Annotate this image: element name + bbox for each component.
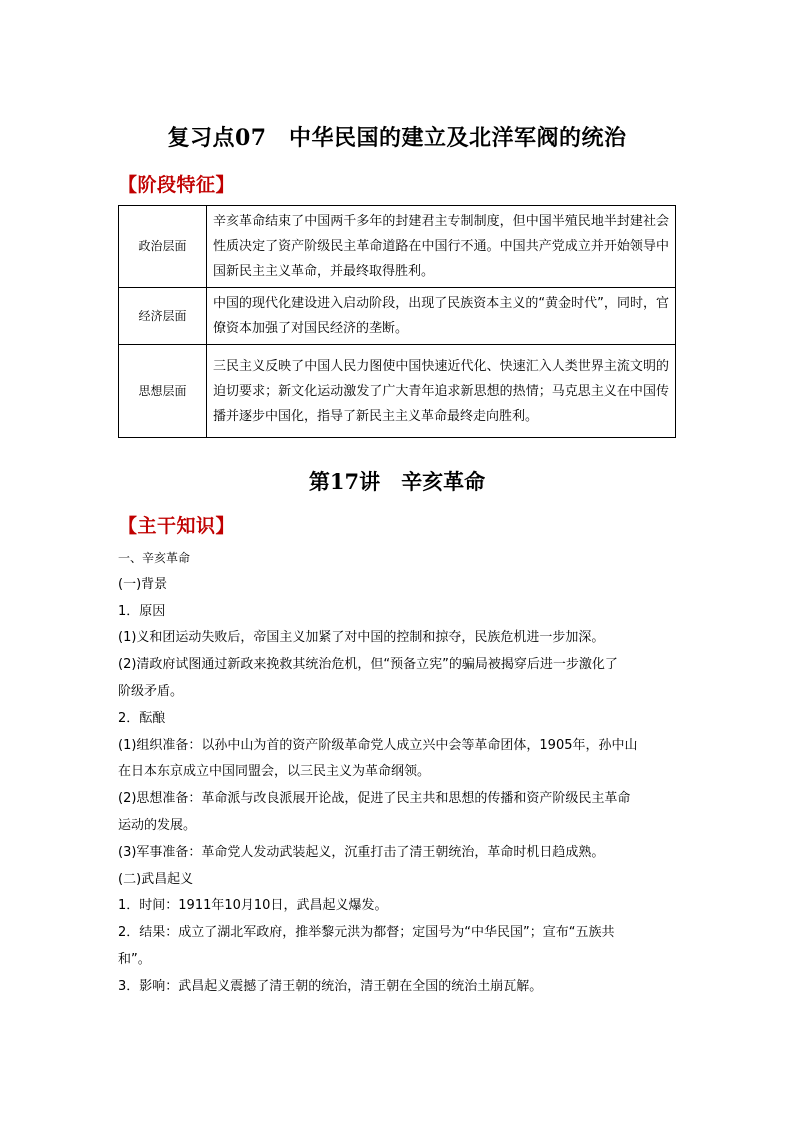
text-line: 一、辛亥革命 [118, 551, 191, 565]
text-line: (2)清政府试图通过新政来挽救其统治危机，但“预备立宪”的骗局被揭穿后进一步激化了 [118, 657, 618, 673]
text-line: (3)军事准备：革命党人发动武装起义，沉重打击了清王朝统治，革命时机日趋成熟。 [118, 844, 605, 860]
section-heading-knowledge: 【主干知识】 [118, 515, 236, 537]
row-content: 辛亥革命结束了中国两千多年的封建君主专制制度，但中国半殖民地半封建社会性质决定了资产阶级民主革命道路在中国行不通。中国共产党成立并开始领导中国新民主主义革命，并最终取得胜利。 [207, 206, 676, 288]
text-line: 1．时间：1911年10月10日，武昌起义爆发。 [118, 898, 388, 914]
text-line: (2)思想准备：革命派与改良派展开论战，促进了民主共和思想的传播和资产阶级民主革命 [118, 791, 631, 807]
text-line: 运动的发展。 [118, 817, 197, 833]
table-row [119, 288, 676, 345]
text-line: 1．原因 [118, 603, 166, 619]
lecture-title: 第17讲 辛亥革命 [308, 469, 486, 494]
text-line: (一)背景 [118, 576, 168, 592]
table-row [119, 206, 676, 288]
page-title: 复习点07 中华民国的建立及北洋军阀的统治 [167, 125, 627, 151]
row-content: 三民主义反映了中国人民力图使中国快速近代化、快速汇入人类世界主流文明的迫切要求；新文化运动激发了广大青年追求新思想的热情；马克思主义在中国传播并逐步中国化，指导了新民主主义革命最终走向胜利。 [207, 345, 676, 438]
body-text [118, 545, 678, 1001]
text-line: (二)武昌起义 [118, 871, 194, 887]
text-line: 和”。 [118, 951, 151, 967]
row-content: 中国的现代化建设进入启动阶段，出现了民族资本主义的“黄金时代”，同时，官僚资本加强了对国民经济的垄断。 [207, 288, 676, 345]
text-line: 在日本东京成立中国同盟会，以三民主义为革命纲领。 [118, 764, 431, 780]
text-line: 3．影响：武昌起义震撼了清王朝的统治，清王朝在全国的统治土崩瓦解。 [118, 978, 543, 994]
table-row [119, 345, 676, 438]
text-line: 阶级矛盾。 [118, 683, 184, 699]
text-line: 2．结果：成立了湖北军政府，推举黎元洪为都督；定国号为“中华民国”；宣布“五族共 [118, 925, 615, 941]
text-line: (1)义和团运动失败后，帝国主义加紧了对中国的控制和掠夺，民族危机进一步加深。 [118, 630, 605, 646]
text-line: 2．酝酿 [118, 710, 166, 726]
section-heading-features: 【阶段特征】 [118, 174, 236, 196]
features-table [118, 205, 676, 438]
row-label: 经济层面 [119, 288, 207, 345]
row-label: 思想层面 [119, 345, 207, 438]
text-line: (1)组织准备：以孙中山为首的资产阶级革命党人成立兴中会等革命团体，1905年，孙中山 [118, 737, 638, 753]
row-label: 政治层面 [119, 206, 207, 288]
